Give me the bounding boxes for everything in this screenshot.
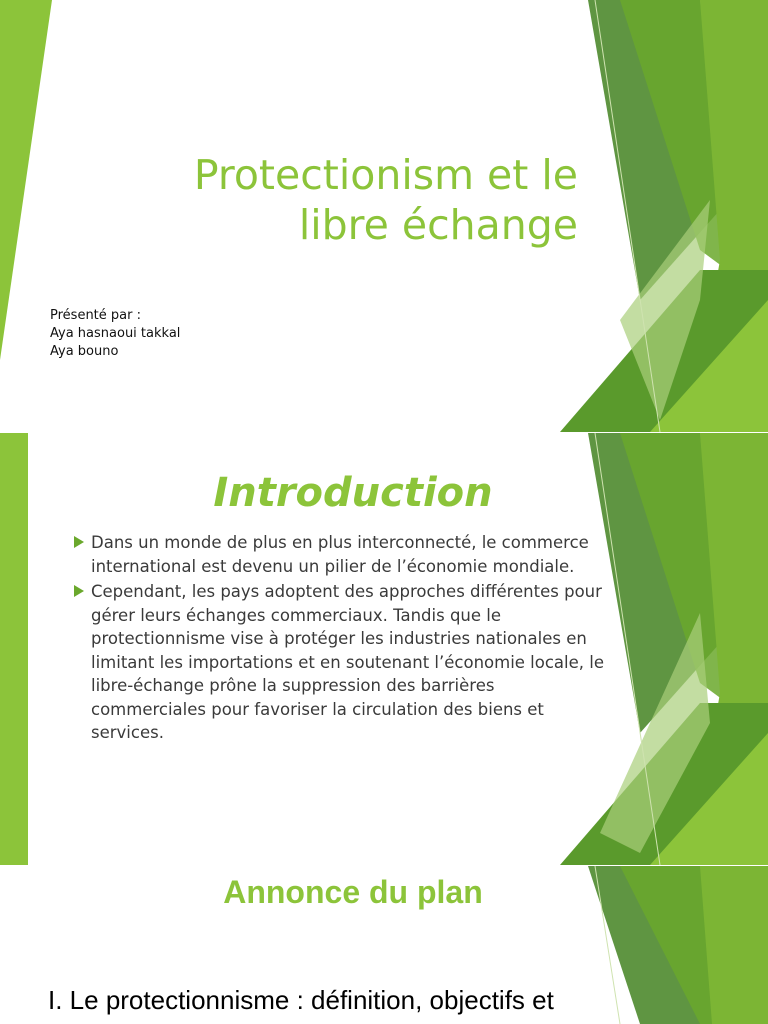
slide-title: Annonce du plan [223,874,483,910]
triangle-right-icon [74,585,84,597]
bullet-list [72,531,612,747]
title-line-1: Protectionism et le [193,151,578,199]
title-slide [0,0,768,432]
presentation-title [100,150,578,250]
presented-by-label: Présenté par : [50,308,141,323]
plan-slide [0,866,768,1024]
presenter-name-1: Aya hasnaoui takkal [50,326,181,341]
triangle-right-icon [74,536,84,548]
bullet-item [72,531,612,578]
bullet-item [72,580,612,745]
plan-item: I. Le protectionnisme : définition, objectifs et [48,985,554,1015]
presenter-name-2: Aya bouno [50,344,119,359]
title-line-2: libre échange [298,201,578,249]
slide-title: Introduction [213,470,493,516]
introduction-slide [0,433,768,865]
presenters-block [50,307,180,361]
bullet-text: Cependant, les pays adoptent des approches différentes pour gérer leurs échanges commerciaux. Tandis que le protectionnisme vise à protéger les industries nationales en limitant les importations et en soutenant l’économie locale, le libre-échange prône la suppression des barrières commerciales pour favoriser la circulation des biens et services. [91,582,604,742]
bullet-text: Dans un monde de plus en plus interconnecté, le commerce international est devenu un pilier de l’économie mondiale. [91,533,589,576]
